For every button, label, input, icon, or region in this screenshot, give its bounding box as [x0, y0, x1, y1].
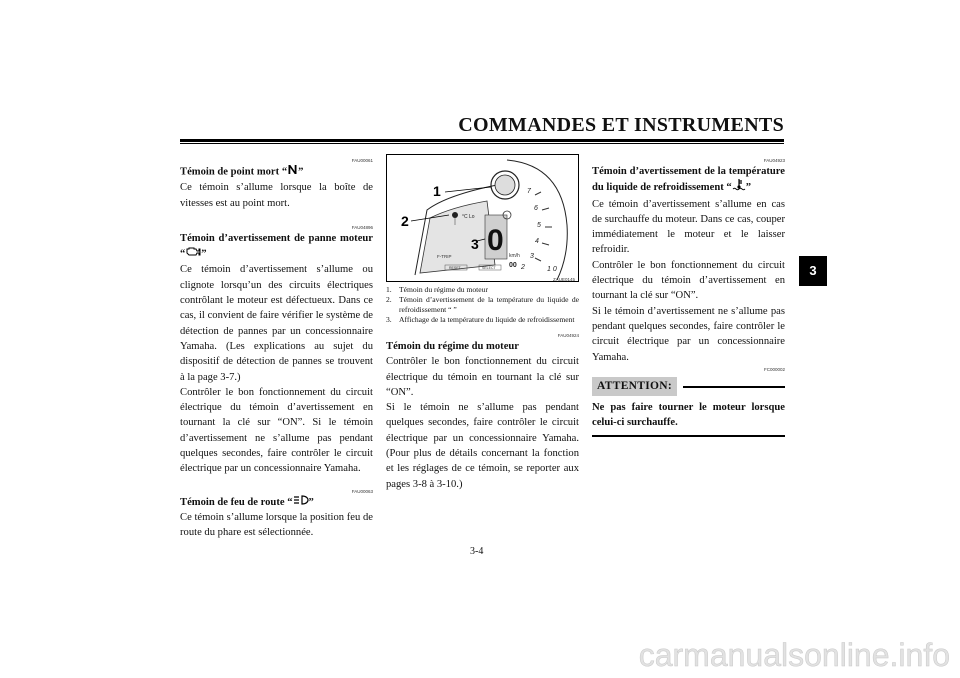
svg-text:4: 4 — [535, 238, 539, 245]
rpm-indicator-body-2: Si le témoin ne s’allume pas pendant quelques secondes, faire contrôler le circuit électrique par un concessionnaire Yamaha. (Pour plus de détails concernant la fonction et les réglages de ce témoin, se reporter aux pages 3-8 à 3-10.) — [386, 402, 579, 490]
svg-text:0: 0 — [487, 224, 504, 257]
coolant-temp-icon — [732, 179, 746, 196]
callout-3: 3 — [471, 236, 479, 252]
header-rule-thin — [180, 143, 784, 144]
figure-code: ZAUE0145 — [552, 277, 575, 282]
engine-warning-body-2: Contrôler le bon fonctionnement du circuit électrique du témoin d’avertissement en tournant la clé sur “ON”. Si le témoin d’avertissement ne s’allume pas pendant quelques secondes, faire contrôler le circuit électrique par un concessionnaire Yamaha. — [180, 386, 373, 475]
chapter-tab[interactable]: 3 — [799, 256, 827, 286]
attention-code: FC000002 — [763, 366, 785, 372]
attention-label: ATTENTION: — [592, 377, 677, 396]
rpm-indicator-heading: Témoin du régime du moteur — [386, 341, 520, 352]
figure-captions — [386, 285, 579, 325]
neutral-indicator-body: Ce témoin s’allume lorsque la boîte de vitesses est au point mort. — [180, 182, 373, 209]
attention-box — [592, 377, 785, 396]
callout-1: 1 — [433, 183, 441, 199]
svg-text:5: 5 — [537, 222, 541, 229]
column-2 — [386, 154, 579, 492]
caption-item: 1. Témoin du régime du moteur — [386, 285, 488, 294]
attention-bottom-rule — [592, 435, 785, 437]
coolant-warning-body-2: Contrôler le bon fonctionnement du circuit électrique du témoin d’avertissement en tournant la clé sur “ON”. — [592, 259, 785, 302]
callout-2: 2 — [401, 213, 409, 229]
select-label: SELECT — [482, 266, 496, 270]
rpm-indicator-body-1: Contrôler le bon fonctionnement du circuit électrique du témoin en tournant la clé sur “ON”. — [386, 356, 579, 398]
caption-item: 2. Témoin d’avertissement de la température du liquide de refroidissement “ ” — [386, 295, 579, 314]
svg-text:6: 6 — [534, 205, 538, 212]
coolant-warning-body-3: Si le témoin d’avertissement ne s’allume pas pendant quelques secondes, faire contrôler le circuit électrique par un concessionnaire Yamaha. — [592, 305, 785, 363]
engine-warning-heading: Témoin d’avertissement de panne moteur “ ” — [180, 231, 373, 263]
coolant-warning-body-1: Ce témoin d’avertissement s’allume en cas de surchauffe du moteur. Dans ce cas, couper immédiatement le moteur et le laisser refroidir. — [592, 198, 785, 256]
svg-text:7: 7 — [527, 188, 531, 195]
attention-rule — [683, 386, 785, 388]
watermark-logo — [474, 634, 954, 674]
svg-text:3: 3 — [530, 253, 534, 260]
svg-text:km/h: km/h — [509, 253, 520, 259]
svg-text:F-TRIP: F-TRIP — [437, 254, 452, 259]
high-beam-heading: Témoin de feu de route “ ” — [180, 495, 373, 510]
high-beam-icon — [293, 495, 309, 510]
section-code: FAU04924 — [557, 333, 579, 338]
instrument-panel-figure — [386, 154, 579, 282]
section-code: FAU00061 — [351, 158, 373, 163]
section-code: FAU00063 — [351, 488, 373, 494]
section-code: FAU04923 — [763, 158, 785, 163]
engine-warning-body-1: Ce témoin d’avertissement s’allume ou clignote lorsqu’un des circuits électriques contrôlant le moteur est défectueux. Dans ce cas, il convient de faire vérifier le système de détection de pannes par un concessionnaire Yamaha. (Les explications au sujet du dispositif de détection de pannes se trouvent à la page 3-7.) — [180, 264, 373, 383]
section-code: FAU04896 — [351, 224, 373, 230]
svg-text:carmanualsonline.info: carmanualsonline.info — [638, 637, 950, 673]
column-1 — [180, 154, 373, 541]
reset-label: RESET — [449, 266, 461, 270]
neutral-n-icon — [287, 164, 298, 180]
engine-icon — [185, 246, 201, 262]
attention-text: Ne pas faire tourner le moteur lorsque celui-ci surchauffe. — [592, 402, 785, 429]
caption-item: 3. Affichage de la température du liquide de refroidissement — [386, 315, 575, 324]
high-beam-body: Ce témoin s’allume lorsque la position feu de route du phare est sélectionnée. — [180, 512, 373, 539]
svg-text:00: 00 — [509, 262, 517, 269]
column-3 — [592, 154, 785, 437]
instrument-panel-illustration — [387, 155, 578, 281]
svg-text:2: 2 — [521, 264, 525, 271]
neutral-indicator-heading: Témoin de point mort “ ” — [180, 164, 373, 180]
svg-text:1 0: 1 0 — [547, 266, 557, 273]
coolant-warning-heading: Témoin d’avertissement de la température du liquide de refroidissement “ ” — [592, 164, 785, 197]
page-header-title: COMMANDES ET INSTRUMENTS — [458, 114, 784, 136]
svg-text:°C Lo: °C Lo — [462, 214, 475, 220]
header-rule — [180, 139, 784, 142]
page-number: 3-4 — [470, 546, 484, 557]
